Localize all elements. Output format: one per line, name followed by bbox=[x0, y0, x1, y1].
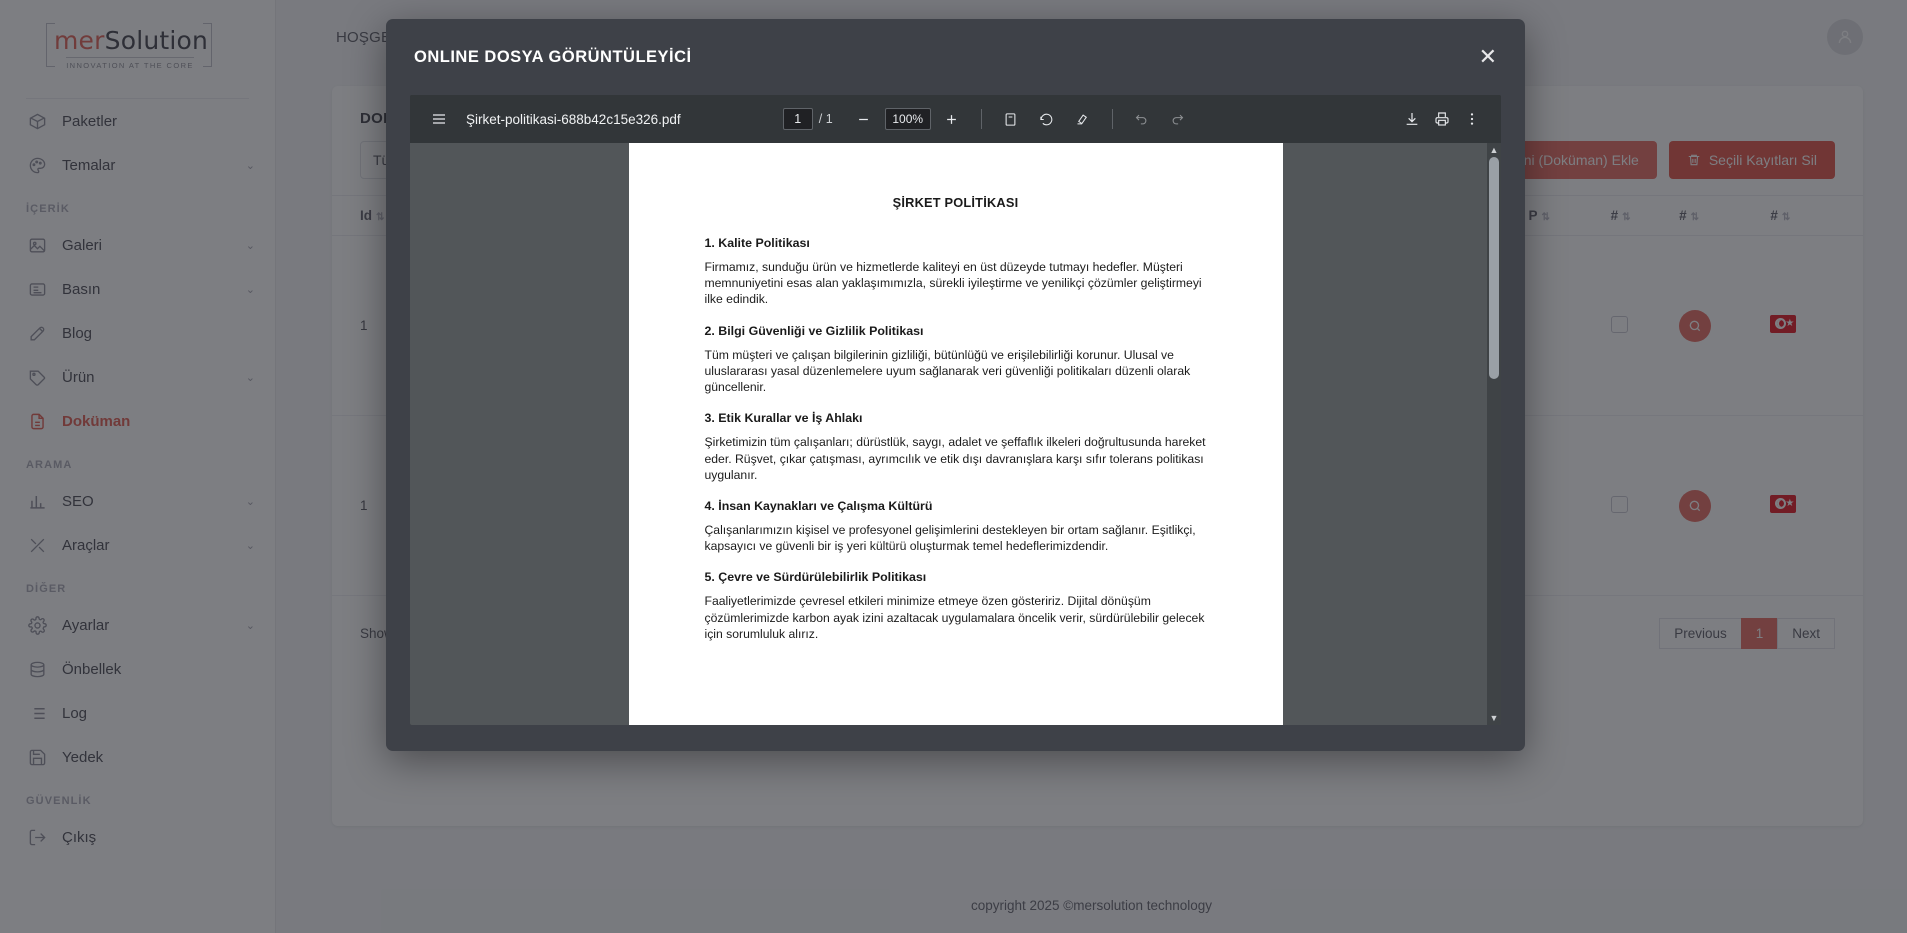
toolbar-separator bbox=[1112, 109, 1113, 129]
fit-page-icon[interactable] bbox=[996, 104, 1026, 134]
print-icon[interactable] bbox=[1427, 104, 1457, 134]
download-icon[interactable] bbox=[1397, 104, 1427, 134]
pdf-page-controls bbox=[783, 104, 1193, 134]
pdf-page-input[interactable]: 1 bbox=[783, 108, 813, 130]
pdf-page-total bbox=[819, 112, 833, 126]
scroll-up-icon[interactable]: ▲ bbox=[1489, 145, 1499, 155]
pdf-filename: Şirket-politikasi-688b42c15e326.pdf bbox=[466, 111, 681, 127]
pdf-section-heading: 2. Bilgi Güvenliği ve Gizlilik Politikası bbox=[704, 323, 924, 338]
close-icon[interactable]: ✕ bbox=[1478, 44, 1497, 69]
highlight-icon[interactable] bbox=[1068, 104, 1098, 134]
undo-icon[interactable] bbox=[1127, 104, 1157, 134]
more-options-icon[interactable] bbox=[1457, 104, 1487, 134]
minus-icon[interactable] bbox=[849, 104, 879, 134]
pdf-scroll-thumb[interactable] bbox=[1489, 157, 1499, 379]
toolbar-separator bbox=[981, 109, 982, 129]
pdf-section-body: Çalışanlarımızın kişisel ve profesyonel gelişimlerini destekleyen bir ortam sağlanır. Eşitlikçi, kapsayıcı ve güvenli bir iş yeri kültürü oluşturmak temel hedeflerimizdendir. bbox=[704, 522, 1196, 554]
file-viewer-modal bbox=[386, 19, 1525, 751]
pdf-zoom-level[interactable]: 100% bbox=[885, 108, 931, 130]
modal-title: ONLINE DOSYA GÖRÜNTÜLEYİCİ bbox=[414, 47, 692, 66]
pdf-toolbar-right bbox=[1397, 104, 1487, 134]
hamburger-menu-icon[interactable] bbox=[424, 104, 454, 134]
pdf-section-heading: 4. İnsan Kaynakları ve Çalışma Kültürü bbox=[704, 498, 933, 513]
pdf-section-body: Firmamız, sunduğu ürün ve hizmetlerde kaliteyi en üst düzeyde tutmayı hedefler. Müşteri memnuniyetini esas alan yaklaşımımızla, sürekli iyileştirme ve yenilikçi çözümler geliştirmeyi ilke edindik. bbox=[704, 260, 1202, 307]
pdf-section-heading: 3. Etik Kurallar ve İş Ahlakı bbox=[704, 411, 863, 426]
plus-icon[interactable] bbox=[937, 104, 967, 134]
pdf-section-body: Faaliyetlerimizde çevresel etkileri minimize etmeye özen gösteririz. Dijital dönüşüm çözümlerimizde karbon ayak izini azaltacak uygulamalara öncelik verir, sürdürülebilir gelecek için sorumluluk alırız. bbox=[704, 594, 1205, 641]
modal-header bbox=[386, 19, 1525, 95]
pdf-doc-title: ŞİRKET POLİTİKASI bbox=[892, 195, 1019, 210]
scroll-down-icon[interactable]: ▼ bbox=[1489, 713, 1499, 723]
pdf-page bbox=[629, 143, 1283, 725]
pdf-viewport[interactable] bbox=[410, 143, 1501, 725]
pdf-section-heading: 5. Çevre ve Sürdürülebilirlik Politikası bbox=[704, 570, 927, 585]
pdf-section-body: Tüm müşteri ve çalışan bilgilerinin gizliliği, bütünlüğü ve erişilebilirliği korunur. Ulusal ve uluslararası yasal düzenlemelere uyum sağlanarak veri güvenliği politikaları düzenli olarak güncellenir. bbox=[704, 347, 1191, 395]
pdf-viewer bbox=[410, 95, 1501, 725]
rotate-icon[interactable] bbox=[1032, 104, 1062, 134]
pdf-page-separator: / bbox=[818, 112, 823, 126]
pdf-page-count: 1 bbox=[825, 112, 833, 126]
pdf-scrollbar[interactable] bbox=[1487, 143, 1501, 725]
pdf-section-body: Şirketimizin tüm çalışanları; dürüstlük, saygı, adalet ve şeffaflık ilkeleri doğrultusunda hareket eder. Rüşvet, çıkar çatışması, ayrımcılık ve etik dışı davranışlara karşı sıfır tolerans politikası uygulanır. bbox=[704, 435, 1206, 482]
redo-icon[interactable] bbox=[1163, 104, 1193, 134]
pdf-toolbar bbox=[410, 95, 1501, 143]
pdf-section-heading: 1. Kalite Politikası bbox=[704, 236, 810, 250]
